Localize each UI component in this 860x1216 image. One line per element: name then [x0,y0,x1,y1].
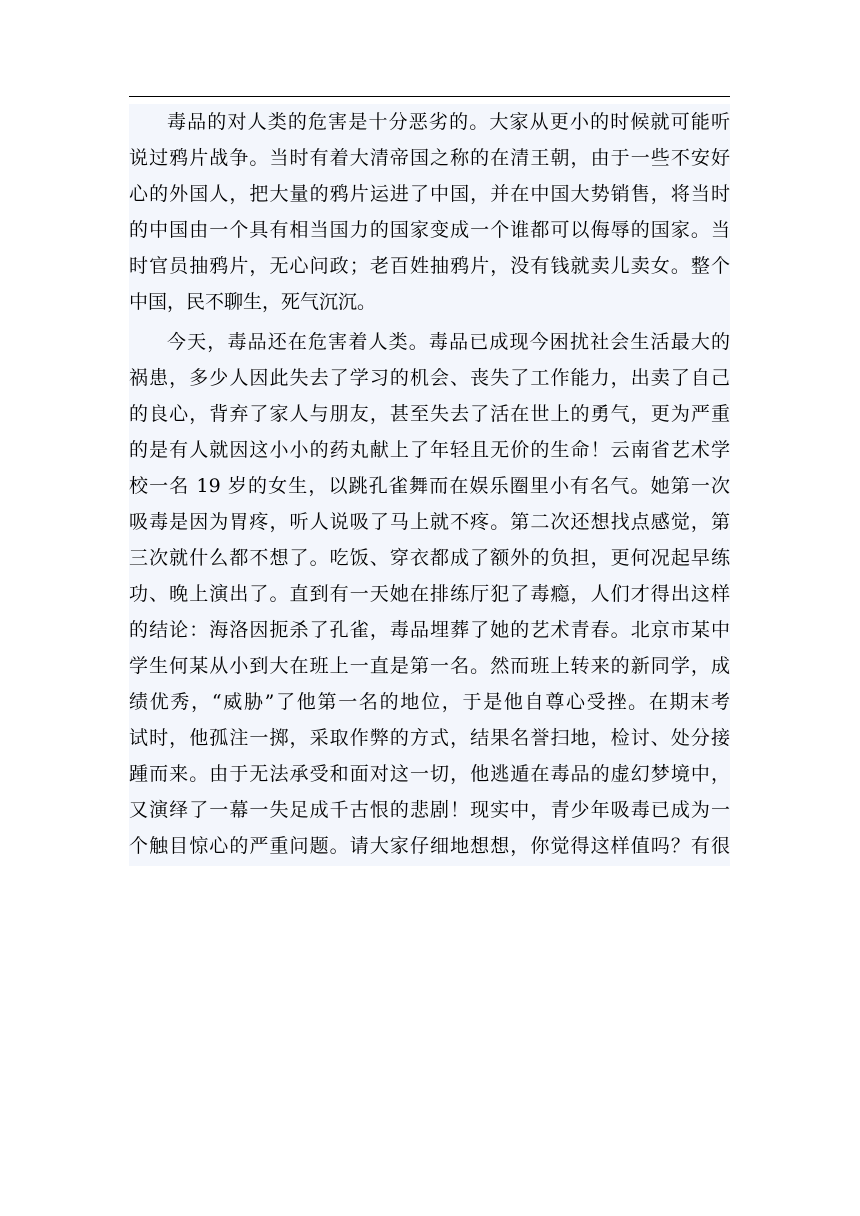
text-line: 的结论：海洛因扼杀了孔雀，毒品埋葬了她的艺术青春。北京市某中 [129,619,730,641]
header-rule [129,96,730,97]
text-line: 的良心，背弃了家人与朋友，甚至失去了活在世上的勇气，更为严重 [129,403,730,425]
text-line: 的是有人就因这小小的药丸献上了年轻且无价的生命！云南省艺术学 [129,439,730,461]
text-line: 说过鸦片战争。当时有着大清帝国之称的在清王朝，由于一些不安好 [129,147,730,169]
text-line: 毒品的对人类的危害是十分恶劣的。大家从更小的时候就可能听 [167,111,730,133]
text-line: 的中国由一个具有相当国力的国家变成一个谁都可以侮辱的国家。当 [129,219,730,241]
text-line: 个触目惊心的严重问题。请大家仔细地想想，你觉得这样值吗？有很 [129,835,730,857]
text-line: 踵而来。由于无法承受和面对这一切，他逃遁在毒品的虚幻梦境中， [129,763,730,785]
text-line: 绩优秀，“威胁”了他第一名的地位，于是他自尊心受挫。在期末考 [129,691,730,713]
document-body [129,104,730,866]
text-line: 祸患，多少人因此失去了学习的机会、丧失了工作能力，出卖了自己 [129,367,730,389]
text-line: 心的外国人，把大量的鸦片运进了中国，并在中国大势销售，将当时 [129,183,730,205]
text-line: 又演绎了一幕一失足成千古恨的悲剧！现实中，青少年吸毒已成为一 [129,799,730,821]
text-line: 学生何某从小到大在班上一直是第一名。然而班上转来的新同学，成 [129,655,730,677]
text-line: 中国，民不聊生，死气沉沉。 [129,291,377,313]
text-line: 吸毒是因为胃疼，听人说吸了马上就不疼。第二次还想找点感觉，第 [129,511,730,533]
text-line: 试时，他孤注一掷，采取作弊的方式，结果名誉扫地，检讨、处分接 [129,727,730,749]
text-line: 校一名 19 岁的女生，以跳孔雀舞而在娱乐圈里小有名气。她第一次 [129,475,730,497]
paragraph-2 [129,324,730,864]
text-line: 今天，毒品还在危害着人类。毒品已成现今困扰社会生活最大的 [167,331,730,353]
paragraph-1 [129,104,730,320]
text-line: 时官员抽鸦片，无心问政；老百姓抽鸦片，没有钱就卖儿卖女。整个 [129,255,730,277]
text-line: 三次就什么都不想了。吃饭、穿衣都成了额外的负担，更何况起早练 [129,547,730,569]
text-line: 功、晚上演出了。直到有一天她在排练厅犯了毒瘾，人们才得出这样 [129,583,730,605]
